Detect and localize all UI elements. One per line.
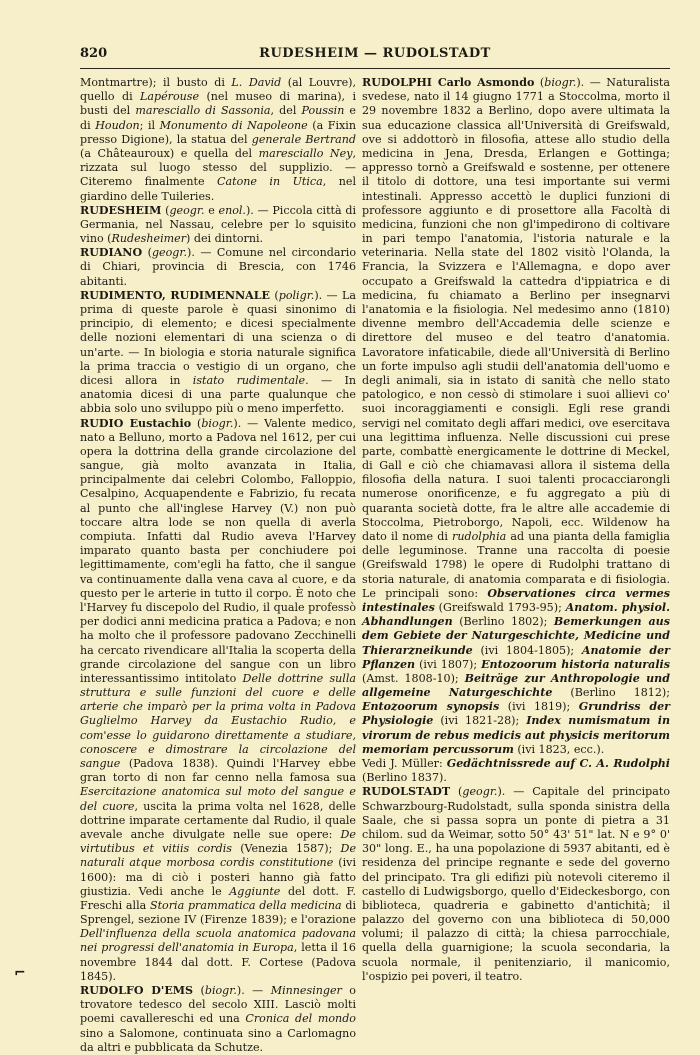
margin-mark-icon: ⌐ — [14, 965, 26, 981]
entry-text: (ivi 1600): ma di ciò i posteri hanno già fatto giustizia. Vedi anche le — [80, 856, 356, 898]
entry-paragraph — [362, 76, 670, 757]
entry-text: biogr. — [201, 416, 234, 430]
entry-text: Bemerkungen aus dem Gebiete der Naturgeschichte, Medicine und Thierarzneikunde — [362, 615, 670, 657]
entry-paragraph — [80, 289, 356, 417]
entry-text: . — In anatomia dicesi di una parte qualunque che abbia solo uno sviluppo più o meno imperfetto. — [80, 373, 357, 416]
entry-text: (a Châteauroux) e quella del — [80, 146, 259, 160]
entry-text: istato rudimentale — [192, 373, 306, 387]
entry-paragraph — [80, 76, 356, 204]
entry-text: ). — Naturalista svedese, nato il 14 giugno 1771 a Stoccolma, morto il 29 novembre 1832 a Berlino, dopo avere ultimata la sua educazione classica all'Università di Greifswald, ove si addottorò in filosofia, attese allo studio della medicina in Jena, Dresda, Erlangen e Gottinga; appresso tornò a Greifswald e sostenne, per ottenere il titolo di dottore, una tesi importante sui vermi intestinali. Appresso accettò le duplici funzioni di professore aggiunto e di prosettore alla Facoltà di medicina, funzioni che non gl'impedirono di coltivare in pari tempo l'anatomia, l'istoria naturale e la veterinaria. Nella state del 1802 visitò l'Olanda, la Francia, la Svizzera e l'Allemagna, e dopo aver occupato a Greifswald la cattedra d'ippiatrica e di medicina, fu chiamato a Berlino per insegnarvi l'anatomia e la fisiologia. Nel medesimo anno (1810) divenne membro dell'Accademia delle scienze e direttore del museo e del teatro d'anatomia. Lavoratore infaticabile, diede all'Università di Berlino un forte impulso agli studii dell'anatomia dell'uomo e degli animali, sia in istato di sanità che nello stato patologico, e non cessò di stimolare i suoi allievi co' suoi incoraggiamenti e consigli. Egli rese grandi servigi nel comitato degli affari medici, ove esercitava una legittima influenza. Nelle discussioni cui prese parte, combattè energicamente le dottrine di Meckel, di Gall e ciò che chiamavasi allora il sistema della filosofia della natura. I suoi talenti procacciarongli numerose onorificenze, e fu aggregato a più di quaranta società dotte, fra le altre alle accademie di Stoccolma, Pietroborgo, Napoli, ecc. Wildenow ha dato il nome di — [362, 76, 671, 543]
entry-text: (Berlino 1802); — [452, 615, 554, 629]
entry-text: , rizzata sul luogo stesso del supplizio. — Citeremo finalmente — [80, 146, 356, 189]
entry-text: enol. — [218, 203, 246, 217]
entry-text: Observationes circa vermes intestinales — [362, 586, 670, 614]
entry-text: (ivi 1804-1805); — [472, 643, 582, 657]
entry-text: Rudesheimer — [111, 232, 187, 246]
entry-text: ( — [270, 288, 279, 302]
entry-text: o trovatore tedesco del secolo XIII. Lasciò molti poemi cavallereschi ed una — [80, 984, 356, 1026]
entry-text: Cronica del mondo — [245, 1012, 356, 1026]
entry-text: ). — Valente medico, nato a Belluno, morto a Padova nel 1612, per cui opera la dottrina della grande circolazione del sangue, già molto avanzata in Italia, principalmente dai celebri Colombo, Falloppio, Cesalpino, Acquapendente e Fabrizio, fu recata al punto che all'inglese Harvey (V.) non può toccare altra lode se non quella di averla compiuta. Infatti dal Rudio aveva l'Harvey imparato quanto basta per conchiudere poi legittimamente, com'egli ha fatto, che il sangue va continuamente dalla vena cava al cuore, e da questo per le arterie in tutto il corpo. È noto che l'Harvey fu discepolo del Rudio, il quale professò per dodici anni medicina pratica a Padova; e non ha molto che il professore padovano Zecchinelli ha cercato rivendicare all'Italia la scoperta della grande circolazione del sangue con un libro interessantissimo intitolato — [80, 416, 357, 685]
entry-text: Grundriss der Physiologie — [362, 700, 671, 728]
entry-text: Aggiunte — [229, 884, 281, 898]
entry-text: (ivi 1807); — [415, 657, 482, 671]
entry-text: ). — Piccola città di Germania, nel Nassau, celebre per lo squisito vino ( — [80, 203, 356, 246]
entry-headword: RUDOLSTADT — [362, 785, 451, 799]
entry-text: Entozoorum historia naturalis — [481, 657, 671, 671]
entry-text: Minnesinger — [270, 984, 342, 997]
entry-text: ( — [450, 785, 463, 799]
entry-text: biogr. — [544, 76, 577, 89]
entry-text: geogr. — [169, 203, 205, 217]
entry-text: (Padova 1838). Quindi l'Harvey ebbe gran torto di non far cenno nella famosa sua — [80, 757, 356, 785]
entry-text: Houdon — [95, 118, 140, 132]
entry-headword: RUDESHEIM — [80, 203, 162, 217]
entry-text: , del — [270, 104, 302, 118]
entry-text: ( — [142, 246, 152, 260]
entry-text: (Greifswald 1793-95); — [434, 600, 566, 614]
entry-text: geogr. — [151, 246, 187, 260]
entry-text: ad una pianta della famiglia delle leguminose. Tranne una raccolta di poesie (Greifswald 1798) le opere di Rudolphi trattano di storia naturale, di anatomia comparata e di fisiologia. Le principali sono: — [362, 530, 670, 600]
entry-text: maresciallo di Sassonia — [135, 104, 271, 118]
entry-text: Esercitazione anatomica sul moto del sangue e del cuore — [80, 785, 356, 813]
entry-text: L. David — [231, 76, 282, 89]
entry-text: (ivi 1819); — [499, 700, 579, 714]
entry-headword: RUDIO Eustachio — [80, 416, 192, 430]
entry-text: ). — — [236, 984, 271, 997]
entry-text: ( — [191, 416, 202, 430]
entry-text: ). — La prima di queste parole è quasi sinonimo di principio, di elemento; e dicesi specialmente delle nozioni elementari di una scienza o di un'arte. — In biologia e storia naturale significa la prima traccia o vestigio di un organo, che dicesi allora in — [80, 288, 356, 387]
entry-paragraph — [80, 204, 356, 247]
entry-text: Anatom. physiol. Abhandlungen — [362, 600, 670, 629]
entry-text: (Berlino 1812); — [552, 686, 670, 700]
entry-text: Poussin — [301, 104, 345, 118]
entry-text: Gedächtnissrede auf C. A. Rudolphi — [446, 757, 671, 770]
entry-text: ). — Capitale del principato Schwarzbourg-Rudolstadt, sulla sponda sinistra della Saale, che si passa sopra un ponte di pietra a 31 chilom. sud da Weimar, sotto 50° 43' 51" lat. N e 9° 0' 30" long. E., ha una popolazione di 5937 abitanti, ed è residenza del principe regnante e sede del governo del principato. Tra gli edifizi più notevoli citeremo il castello di Ludwigsborgo, quello d'Eideckesborgo, con biblioteca, quadreria e gabinetto d'antichità; il palazzo del governo con una biblioteca di 50,000 volumi; il palazzo di città; la chiesa parrocchiale, quella della guarnigione; la scuola secondaria, la scuola normale, il penitenziario, il manicomio, l'ospizio pei poveri, il teatro. — [362, 785, 670, 983]
entry-text: Storia prammatica della medicina — [150, 898, 342, 912]
entry-text: Montmartre); il busto di — [80, 76, 232, 89]
entry-text: generale Bertrand — [251, 132, 356, 146]
entry-text: , nel giardino delle Tuileries. — [80, 175, 357, 203]
entry-text: Beiträge zur Anthropologie und allgemeine Naturgeschichte — [362, 671, 670, 700]
entry-text: ) dei dintorni. — [186, 232, 264, 246]
entry-text: sino a Salomone, continuata sino a Carlomagno da altri e pubblicata da Schutze. — [80, 1026, 356, 1054]
entry-text: Lapérouse — [140, 90, 200, 104]
entry-text: e di — [80, 104, 356, 132]
entry-paragraph — [80, 984, 356, 1055]
entry-text: ; il — [139, 118, 160, 132]
entry-text: (ivi 1821-28); — [433, 714, 527, 728]
entry-headword: RUDIMENTO, RUDIMENNALE — [80, 288, 271, 302]
entry-paragraph — [362, 785, 670, 984]
entry-text: (Venezia 1587); — [231, 842, 341, 856]
page-header — [80, 46, 670, 69]
entry-paragraph — [80, 417, 356, 985]
entry-text: Dell'influenza della scuola anatomica padovana nei progressi dell'anatomia in Europa — [80, 927, 356, 955]
entry-text: (ivi 1823, ecc.). — [513, 742, 605, 756]
entry-text: (nel museo di marina), i busti del — [80, 90, 356, 118]
entry-text: di Sprengel, sezione IV (Firenze 1839); e l'orazione — [80, 898, 356, 927]
entry-text: ( — [161, 203, 170, 217]
entry-headword: RUDOLFO D'EMS — [80, 984, 194, 997]
entry-text: maresciallo Ney — [258, 146, 353, 160]
entry-text: Vedi J. Müller: — [362, 757, 447, 770]
entry-text: (al Louvre), quello di — [80, 76, 356, 104]
entry-headword: RUDOLPHI Carlo Asmondo — [362, 76, 535, 89]
running-title: RUDESHEIM — RUDOLSTADT — [259, 46, 491, 61]
entry-text: biogr. — [204, 984, 237, 997]
entry-text: (Amst. 1808-10); — [362, 671, 465, 685]
entry-text: Monumento di Napoleone — [159, 118, 308, 132]
entry-text: (Berlino 1837). — [362, 771, 447, 785]
entry-text: De naturali atque morbosa cordis constitutione — [80, 842, 357, 870]
entry-text: ). — Comune nel circondario di Chiari, provincia di Brescia, con 1746 abitanti. — [80, 246, 357, 288]
right-column — [362, 76, 670, 984]
entry-text: poligr. — [278, 288, 315, 302]
entry-text: De virtutibus et vitiis cordis — [80, 827, 356, 856]
entry-headword: RUDIANO — [80, 246, 143, 260]
entry-text: , letta il 16 novembre 1844 dal dott. F. Cortese (Padova 1845). — [80, 941, 356, 983]
entry-text: Catone in Utica — [217, 175, 323, 189]
entry-text: geogr. — [462, 785, 498, 799]
entry-text: ( — [193, 984, 205, 997]
entry-text: rudolphia — [452, 530, 507, 543]
entry-text: del dott. F. Freschi alla — [80, 884, 357, 912]
page-number: 820 — [80, 46, 108, 61]
entry-text: (a Fixin presso Digione), la statua del — [80, 118, 356, 146]
entry-text: Index numismatum in virorum de rebus medicis aut physicis meritorum memoriam percussorum — [362, 714, 671, 756]
entry-text: ( — [534, 76, 545, 89]
entry-text: , uscita la prima volta nel 1628, delle dottrine imparate certamente dal Rudio, il quale avevale anche divulgate nelle sue opere: — [80, 799, 356, 841]
entry-paragraph — [80, 246, 356, 289]
entry-text: Entozoorum synopsis — [362, 700, 500, 714]
entry-paragraph — [362, 757, 670, 785]
entry-text: Delle dottrine sulla struttura e sulle funzioni del cuore e delle arterie che imparò per la prima volta in Padova Guglielmo Harvey da Eustachio Rudio, e com'esse lo guidarono direttamente a studiare, conoscere e dimostrare la circolazione del sangue — [80, 671, 357, 770]
entry-text: e — [204, 203, 219, 217]
entry-text: Anatomie der Pflanzen — [362, 643, 670, 671]
left-column — [80, 76, 356, 1055]
